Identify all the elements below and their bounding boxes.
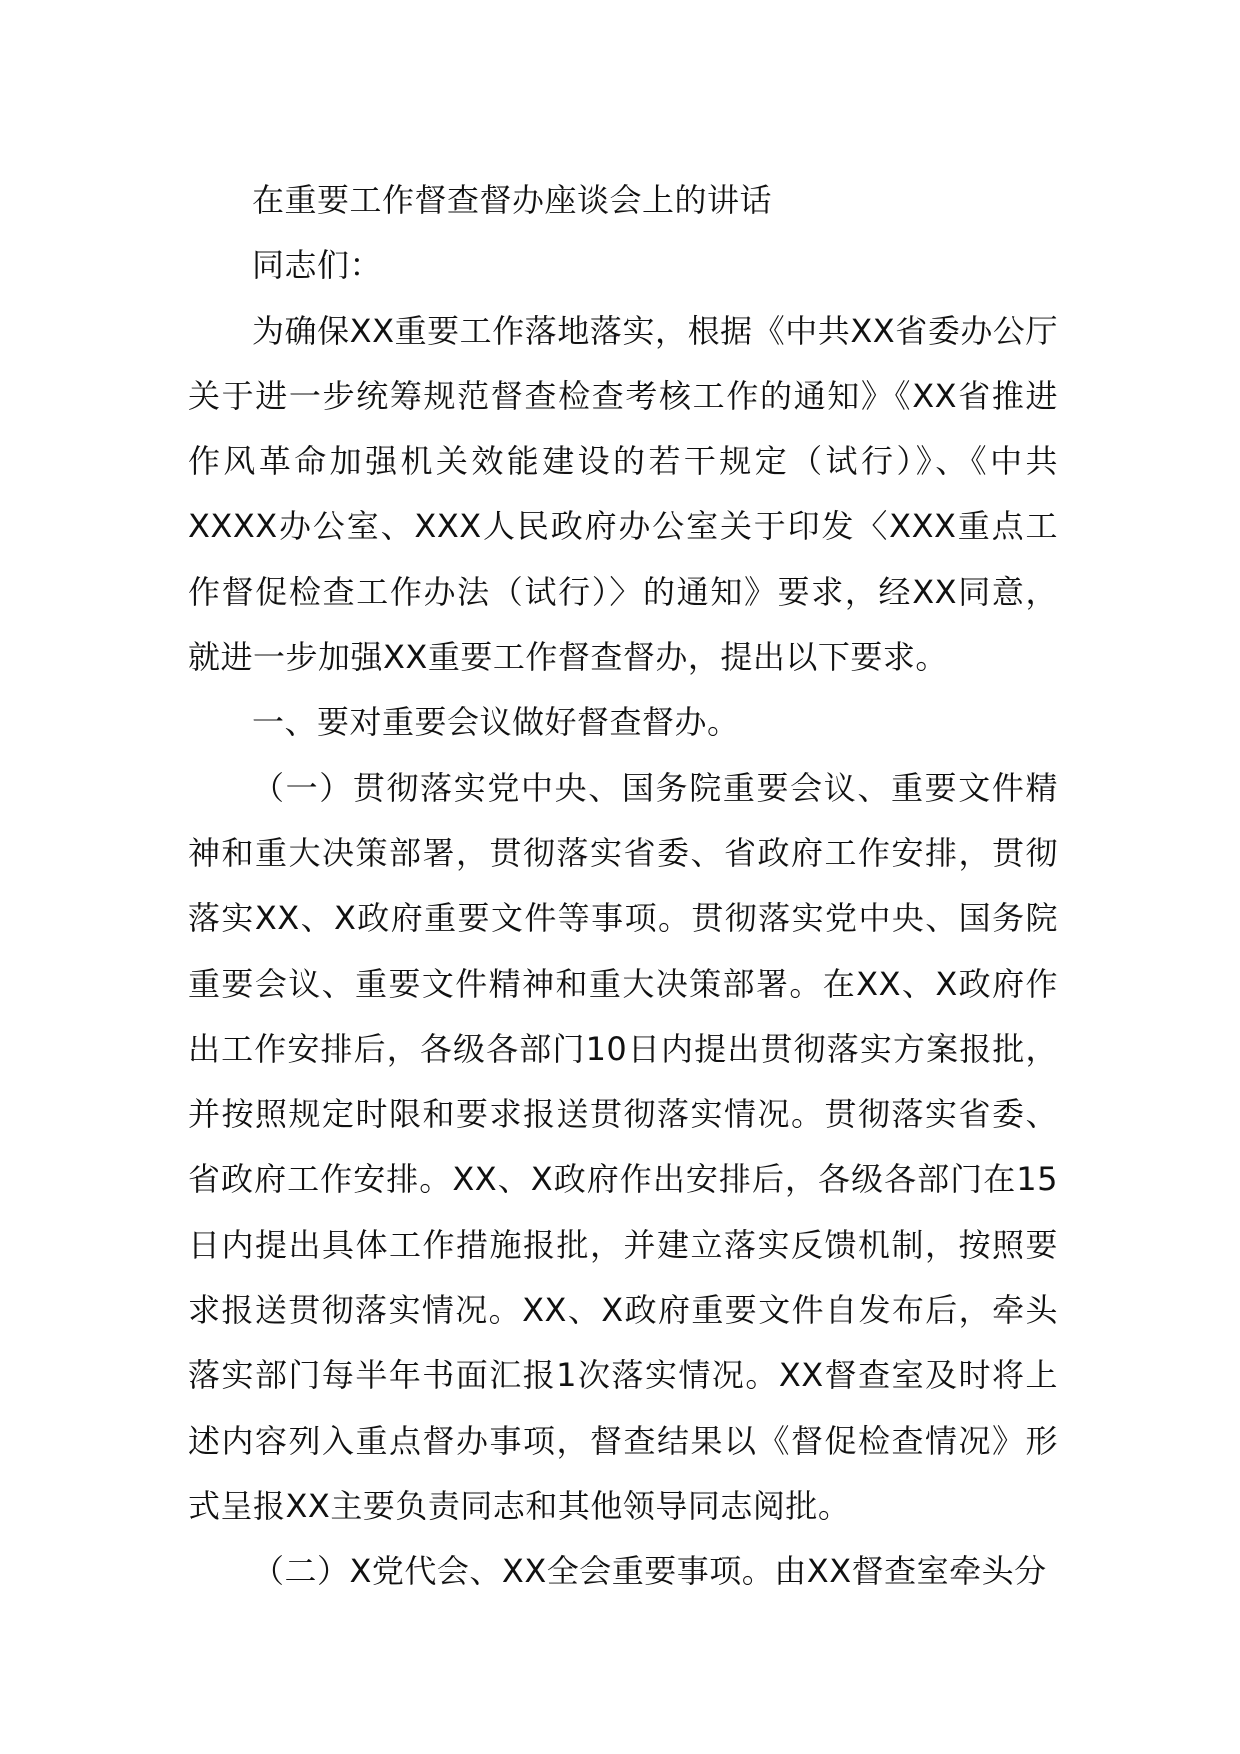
paragraph-item-2: （二）X党代会、XX全会重要事项。由XX督查室牵头分: [252, 1552, 1047, 1591]
paragraph-item-1: （一）贯彻落实党中央、国务院重要会议、重要文件精神和重大决策部署，贯彻落实省委、省政府工作安排，贯彻落实XX、X政府重要文件等事项。贯彻落实党中央、国务院重要会议、重要文件精神和重大决策部署。在XX、X政府作出工作安排后，各级各部门10日内提出贯彻落实方案报批，并按照规定时限和要求报送贯彻落实情况。贯彻落实省委、省政府工作安排。XX、X政府作出安排后，各级各部门在15日内提出具体工作措施报批，并建立落实反馈机制，按照要求报送贯彻落实情况。XX、X政府重要文件自发布后，牵头落实部门每半年书面汇报1次落实情况。XX督查室及时将上述内容列入重点督办事项，督查结果以《督促检查情况》形式呈报XX主要负责同志和其他领导同志阅批。: [188, 768, 1058, 1525]
salutation: 同志们：: [252, 246, 383, 285]
document-title: 在重要工作督查督办座谈会上的讲话: [252, 181, 773, 219]
section-heading-1: 一、要对重要会议做好督查督办。: [252, 703, 740, 742]
paragraph-intro: 为确保XX重要工作落地落实，根据《中共XX省委办公厅关于进一步统筹规范督查检查考核工作的通知》《XX省推进作风革命加强机关效能建设的若干规定（试行）》、《中共XXXX办公室、XXX人民政府办公室关于印发〈XXX重点工作督促检查工作办法（试行）〉的通知》要求，经XX同意，就进一步加强XX重要工作督查督办，提出以下要求。: [188, 311, 1058, 677]
document-body: [188, 168, 1058, 1605]
